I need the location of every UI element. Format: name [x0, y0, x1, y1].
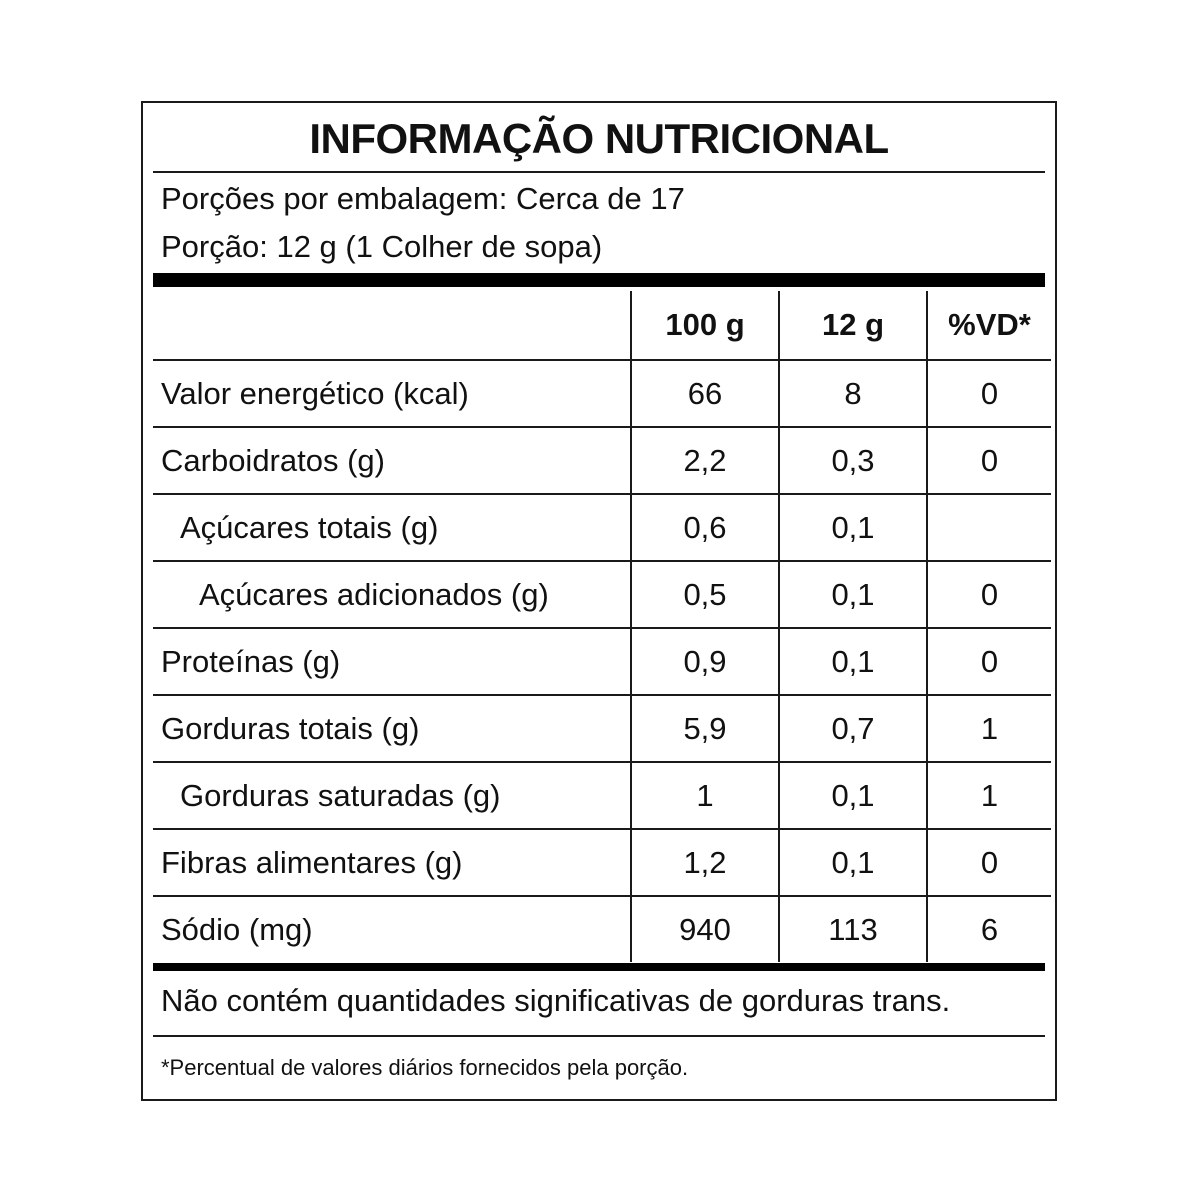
nutrient-name: Valor energético (kcal) [153, 360, 631, 427]
value-100g: 66 [631, 360, 779, 427]
value-portion: 0,7 [779, 695, 927, 762]
value-100g: 1 [631, 762, 779, 829]
thick-divider [153, 273, 1045, 287]
value-100g: 940 [631, 896, 779, 962]
serving-size: Porção: 12 g (1 Colher de sopa) [161, 229, 603, 264]
label-title: INFORMAÇÃO NUTRICIONAL [309, 115, 889, 162]
nutrition-table [153, 291, 1051, 962]
nutrient-name: Gorduras totais (g) [153, 695, 631, 762]
table-row [153, 427, 1051, 494]
value-100g: 0,9 [631, 628, 779, 695]
table-row [153, 360, 1051, 427]
nutrient-name: Sódio (mg) [161, 911, 313, 947]
value-daily [927, 494, 1051, 561]
column-header-daily-value: %VD* [927, 291, 1051, 360]
value-daily: 0 [927, 427, 1051, 494]
nutrient-name: Fibras alimentares (g) [153, 829, 631, 896]
value-daily: 6 [927, 896, 1051, 962]
thick-divider [153, 963, 1045, 971]
column-header-100g: 100 g [631, 291, 779, 360]
value-daily: 0 [927, 829, 1051, 896]
table-row [153, 695, 1051, 762]
value-portion: 0,1 [779, 494, 927, 561]
table-row [153, 829, 1051, 896]
table-row [153, 896, 1051, 962]
value-daily: 1 [927, 762, 1051, 829]
table-header-row [153, 291, 1051, 360]
value-100g: 0,5 [631, 561, 779, 628]
nutrient-name: Açúcares adicionados (g) [153, 561, 631, 628]
value-portion: 0,1 [779, 762, 927, 829]
nutrient-name: Açúcares totais (g) [153, 494, 631, 561]
trans-fat-note: Não contém quantidades significativas de gorduras trans. [161, 983, 951, 1018]
value-portion: 0,1 [779, 628, 927, 695]
divider [153, 1035, 1045, 1037]
daily-value-footnote: *Percentual de valores diários fornecidos pela porção. [161, 1055, 689, 1080]
nutrition-facts-panel [141, 101, 1057, 1101]
value-100g: 5,9 [631, 695, 779, 762]
value-daily: 0 [927, 628, 1051, 695]
value-daily: 0 [927, 360, 1051, 427]
value-100g: 0,6 [631, 494, 779, 561]
value-daily: 0 [927, 561, 1051, 628]
value-100g: 2,2 [631, 427, 779, 494]
column-header-portion: 12 g [779, 291, 927, 360]
nutrient-name: Carboidratos (g) [153, 427, 631, 494]
table-row [153, 628, 1051, 695]
table-row [153, 561, 1051, 628]
servings-per-package: Porções por embalagem: Cerca de 17 [161, 181, 685, 216]
value-portion: 113 [779, 896, 927, 962]
table-row [153, 494, 1051, 561]
column-header-nutrient [153, 291, 631, 360]
value-daily: 1 [927, 695, 1051, 762]
table-row [153, 762, 1051, 829]
value-portion: 8 [779, 360, 927, 427]
value-portion: 0,3 [779, 427, 927, 494]
value-100g: 1,2 [631, 829, 779, 896]
divider [153, 171, 1045, 173]
value-portion: 0,1 [779, 561, 927, 628]
value-portion: 0,1 [779, 829, 927, 896]
nutrient-name: Gorduras saturadas (g) [153, 762, 631, 829]
nutrient-name: Proteínas (g) [153, 628, 631, 695]
